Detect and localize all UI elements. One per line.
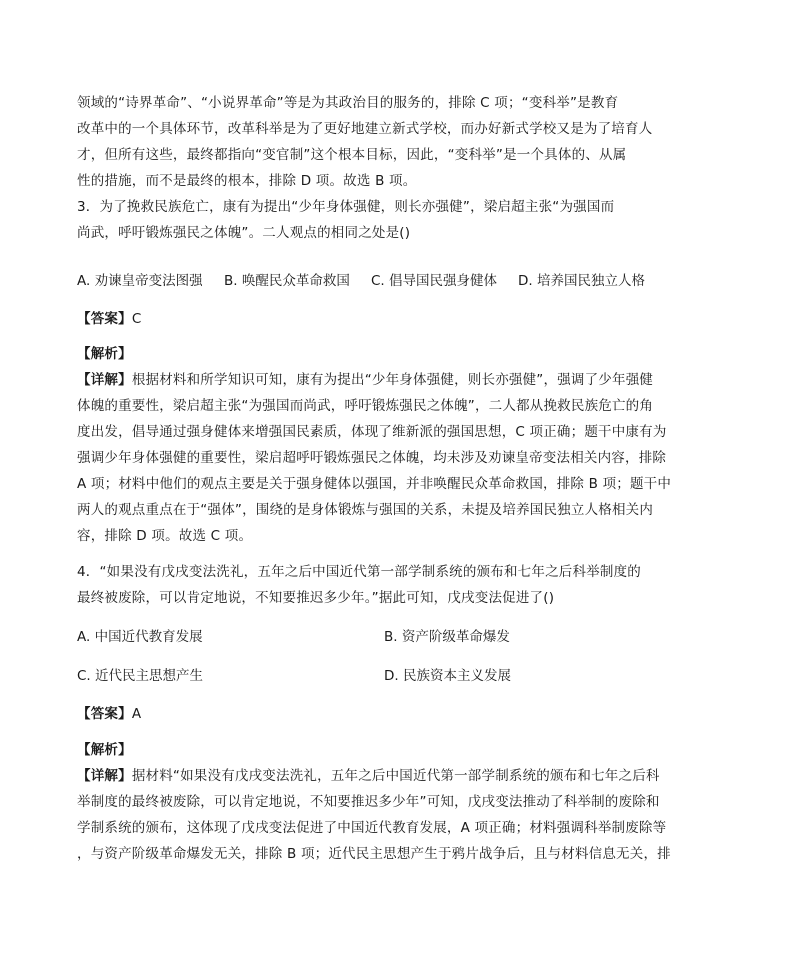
q4-option-c: C. 近代民主思想产生 (77, 668, 204, 684)
q3-option-b: B. 唤醒民众革命救国 (224, 273, 350, 289)
q3-answer (77, 309, 717, 329)
answer-value: C (131, 311, 142, 327)
question-3-stem: 尚武，呼吁锻炼强民之体魄”。二人观点的相同之处是() (77, 225, 411, 241)
paragraph-line: 才，但所有这些，最终都指向“变官制”这个根本目标，因此，“变科举”是一个具体的、从属 (77, 147, 627, 163)
answer-label: 【答案】 (77, 311, 132, 327)
q4-option-b: B. 资产阶级革命爆发 (384, 629, 510, 645)
paragraph-line: 领域的“诗界革命”、“小说界革命”等是为其政治目的服务的，排除 C 项；“变科举”是教育 (77, 95, 619, 111)
detail-text: 据材料“如果没有戊戌变法洗礼，五年之后中国近代第一部学制系统的颁布和七年之后科 (131, 768, 660, 784)
q3-detail-line: A 项；材料中他们的观点主要是关于强身健体以强国，并非唤醒民众革命救国，排除 B 项；题干中 (77, 476, 672, 492)
detail-label: 【详解】 (77, 768, 132, 784)
q3-detail-line: 两人的观点重点在于“强体”，围绕的是身体锻炼与强国的关系，未提及培养国民独立人格相关内 (77, 502, 654, 518)
question-3-stem: 3．为了挽救民族危亡，康有为提出“少年身体强健，则长亦强健”，梁启超主张“为强国而 (77, 199, 615, 215)
q3-detail-line: 体魄的重要性，梁启超主张“为强国而尚武，呼吁锻炼强民之体魄”，二人都从挽救民族危亡的角 (77, 398, 654, 414)
paragraph-line: 改革中的一个具体环节，改革科举是为了更好地建立新式学校，而办好新式学校又是为了培育人 (77, 121, 653, 137)
q3-option-c: C. 倡导国民强身健体 (371, 273, 498, 289)
q4-answer (77, 704, 717, 724)
answer-label: 【答案】 (77, 706, 132, 722)
q4-detail-line: 学制系统的颁布，这体现了戊戌变法促进了中国近代教育发展，A 项正确；材料强调科举制废除等 (77, 820, 667, 836)
q4-detail-line (77, 766, 717, 786)
q3-detail-line: 度出发，倡导通过强身健体来增强国民素质，体现了维新派的强国思想，C 项正确；题干中康有为 (77, 424, 667, 440)
q4-option-d: D. 民族资本主义发展 (384, 668, 511, 684)
q3-detail-line (77, 370, 717, 390)
question-4-stem: 4．“如果没有戊戌变法洗礼，五年之后中国近代第一部学制系统的颁布和七年之后科举制度的 (77, 564, 641, 580)
q4-option-a: A. 中国近代教育发展 (77, 629, 203, 645)
detail-text: 根据材料和所学知识可知，康有为提出“少年身体强健，则长亦强健”，强调了少年强健 (131, 372, 654, 388)
q4-detail-line: 举制度的最终被废除，可以肯定地说，不知要推迟多少年”可知，戊戌变法推动了科举制的废除和 (77, 794, 660, 810)
q4-analysis-heading (77, 740, 717, 760)
question-4-stem: 最终被废除，可以肯定地说，不知要推迟多少年。”据此可知，戊戌变法促进了() (77, 590, 555, 606)
q3-option-a: A. 劝谏皇帝变法图强 (77, 273, 203, 289)
paragraph-line: 性的措施，而不是最终的根本，排除 D 项。故选 B 项。 (77, 173, 417, 189)
q3-option-d: D. 培养国民独立人格 (518, 273, 645, 289)
q3-analysis-heading (77, 344, 717, 364)
detail-label: 【详解】 (77, 372, 132, 388)
analysis-label: 【解析】 (77, 742, 132, 758)
q3-detail-line: 容，排除 D 项。故选 C 项。 (77, 528, 253, 544)
q3-detail-line: 强调少年身体强健的重要性，梁启超呼吁锻炼强民之体魄，均未涉及劝谏皇帝变法相关内容，排除 (77, 450, 667, 466)
analysis-label: 【解析】 (77, 346, 132, 362)
answer-value: A (131, 706, 142, 722)
q4-detail-line: ，与资产阶级革命爆发无关，排除 B 项；近代民主思想产生于鸦片战争后，且与材料信息无关，排 (77, 846, 671, 862)
